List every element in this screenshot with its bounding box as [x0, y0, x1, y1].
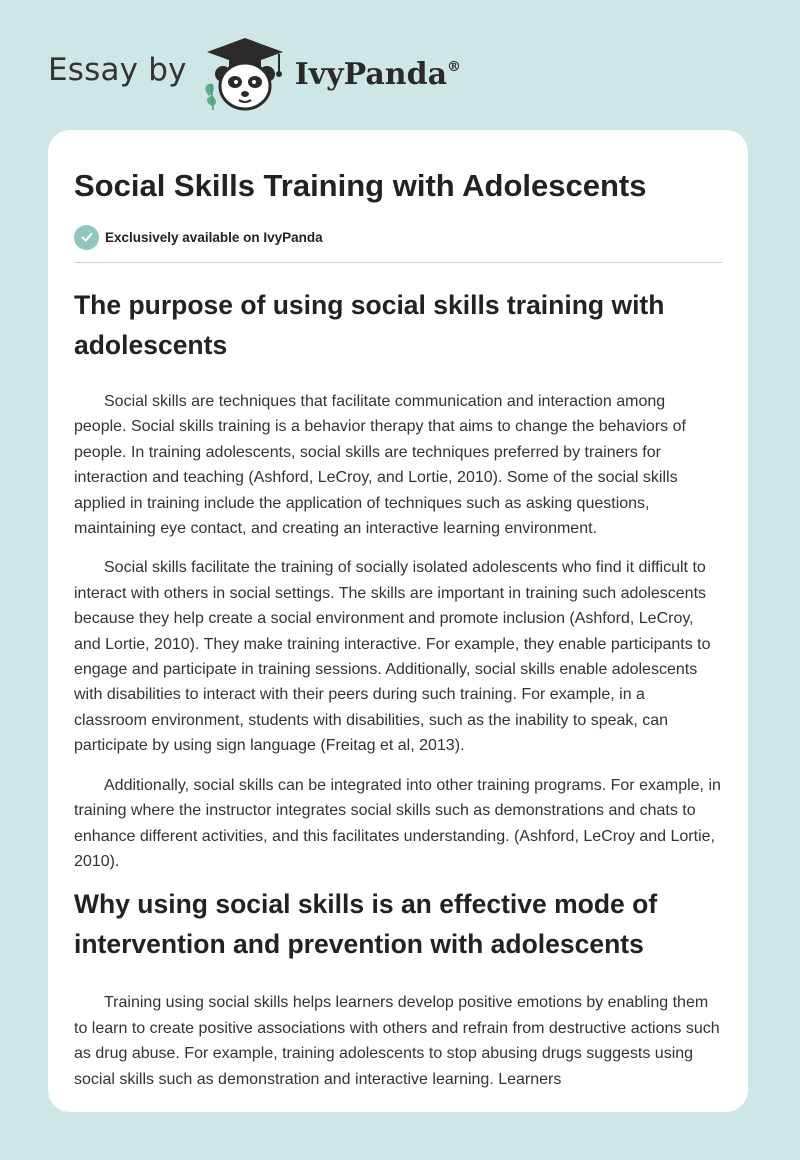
paragraph: Additionally, social skills can be integrated into other training programs. For example, in training where the instructor integrates social skills such as demonstrations and chats to enhance different activities, and this facilitates understanding. (Ashford, LeCroy and Lortie, 2010).	[74, 776, 721, 870]
brand-prefix: Essay by	[48, 52, 187, 88]
brand-name-text: IvyPanda	[294, 56, 448, 92]
registered-mark: ®	[447, 58, 462, 75]
section-heading: The purpose of using social skills training with adolescents	[74, 290, 665, 360]
exclusive-text: Exclusively available on IvyPanda	[105, 229, 323, 245]
paragraph: Social skills are techniques that facilitate communication and interaction among people. Social skills training is a behavior therapy that aims to change the behaviors of people. In training adolescents, social skills are techniques preferred by trainers for interaction and teaching (Ashford, LeCroy, and Lortie, 2010). Some of the social skills applied in training include the application of techniques such as asking questions, maintaining eye contact, and creating an interactive learning environment.	[74, 393, 686, 538]
essay-card	[48, 130, 748, 1112]
paragraph: Social skills facilitate the training of socially isolated adolescents who find it difficult to interact with others in social settings. The skills are important in training such adolescents because they help create a social environment and promote inclusion (Ashford, LeCroy, and Lortie, 2010). They make training interactive. For example, they enable participants to engage and participate in training sessions. Additionally, social skills enable adolescents with disabilities to interact with their peers during such training. For example, in a classroom environment, students with disabilities, such as the inability to speak, can participate by using sign language (Freitag et al, 2013).	[74, 559, 711, 755]
divider	[74, 262, 722, 263]
paragraph: Training using social skills helps learners develop positive emotions by enabling them to learn to create positive associations with others and refrain from destructive actions such as drug abuse. For example, training adolescents to stop abusing drugs suggests using social skills such as demonstration and interactive learning. Learners	[74, 994, 720, 1088]
exclusive-badge	[74, 224, 722, 250]
check-circle-icon	[74, 225, 99, 250]
panda-graduation-cap-icon	[199, 34, 291, 114]
brand-name	[295, 57, 461, 92]
brand-header	[48, 34, 461, 114]
page-title: Social Skills Training with Adolescents	[74, 168, 647, 203]
section-heading: Why using social skills is an effective mode of intervention and prevention with adolescents	[74, 889, 658, 960]
